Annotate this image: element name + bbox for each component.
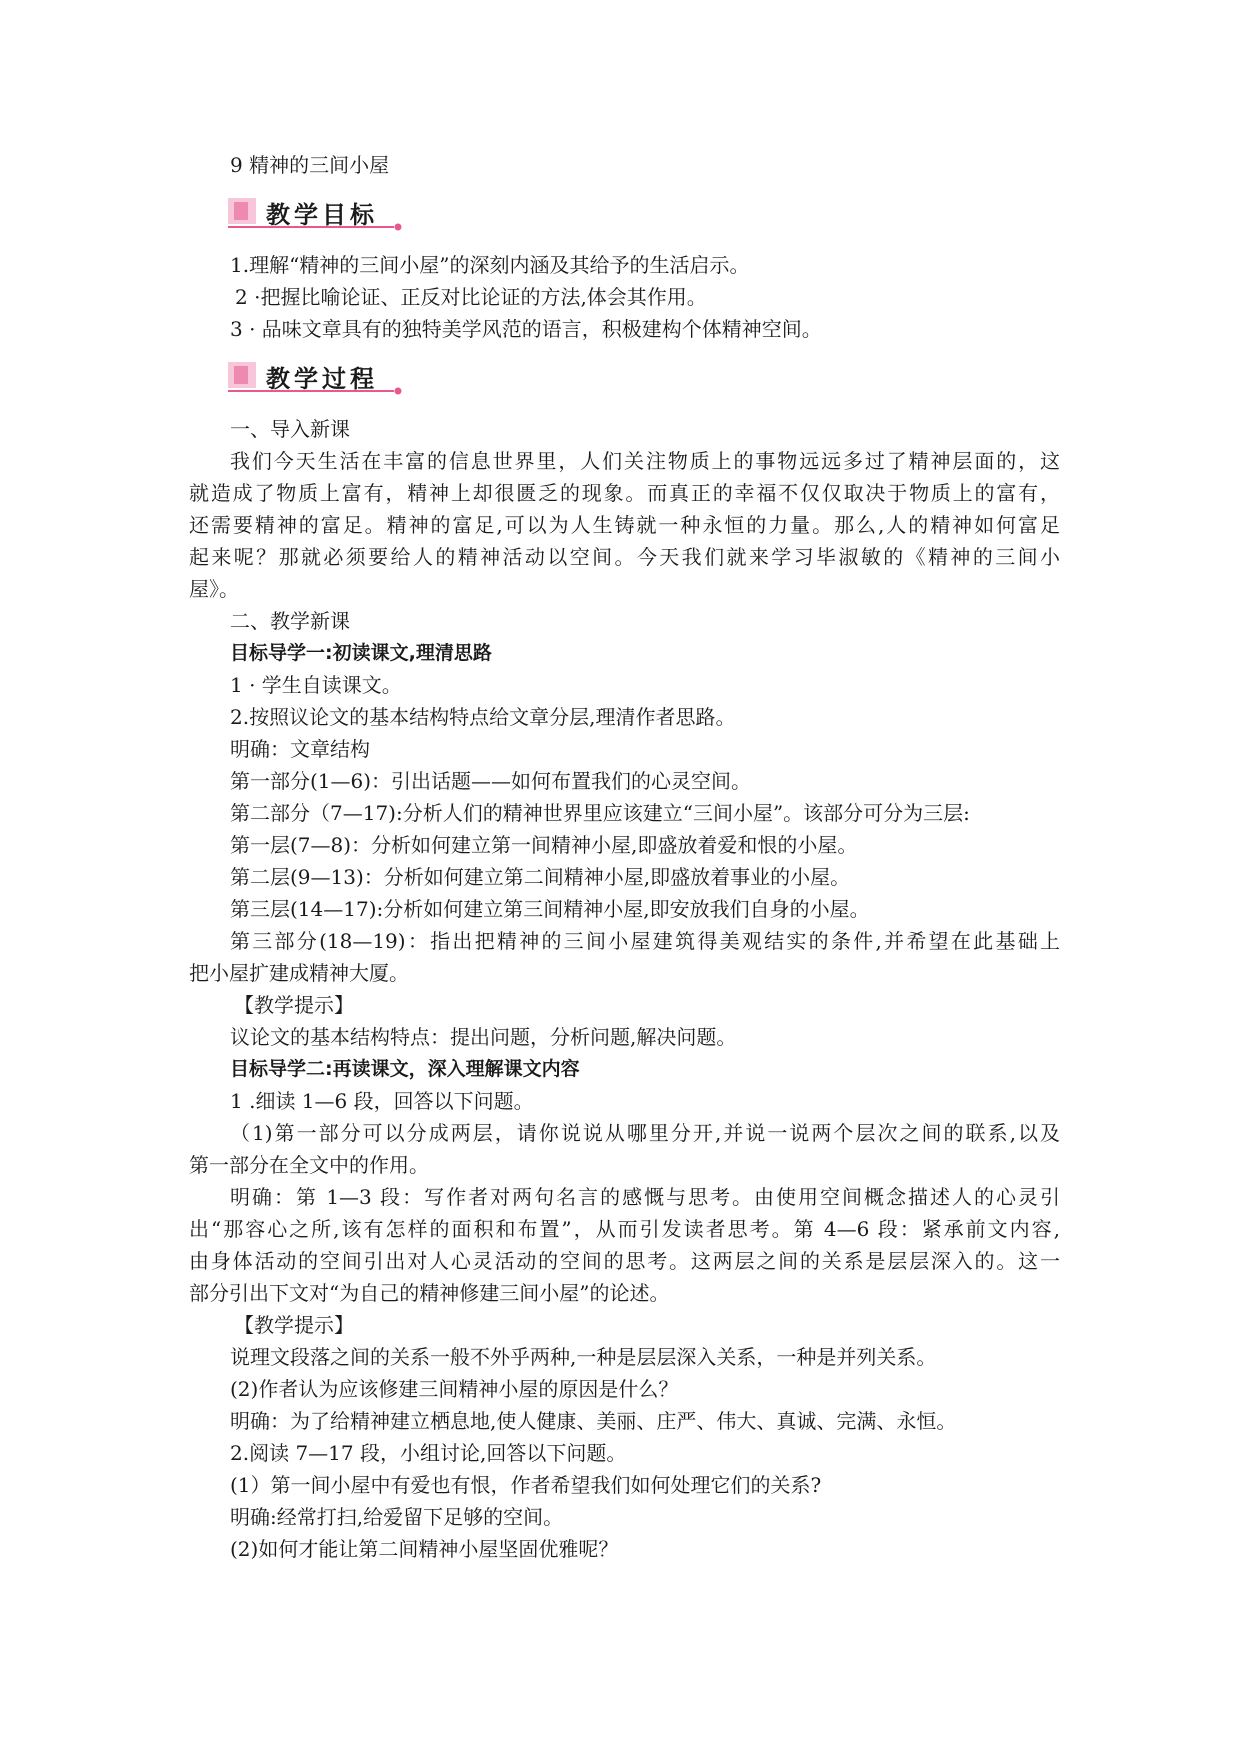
target-heading-1: 目标导学一:初读课文,理清思路 [230, 642, 492, 664]
structure-line: 第二部分（7—17):分析人们的精神世界里应该建立“三间小屋”。该部分可分为三层: [230, 801, 970, 825]
paragraph-line: 还需要精神的富足。精神的富足,可以为人生铸就一种永恒的力量。那么,人的精神如何富足 [189, 513, 1060, 537]
section-heading-label: 教学过程 [266, 364, 378, 393]
goal-item-1: 1.理解“精神的三间小屋”的深刻内涵及其给予的生活启示。 [230, 253, 750, 277]
clarify-line: 明确：文章结构 [230, 737, 370, 761]
answer-line: 明确：第 1—3 段：写作者对两句名言的感慨与思考。由使用空间概念描述人的心灵引 [230, 1185, 1060, 1209]
goal-item-2: 2 ·把握比喻论证、正反对比论证的方法,体会其作用。 [235, 285, 707, 309]
tip-text: 说理文段落之间的关系一般不外乎两种,一种是层层深入关系，一种是并列关系。 [230, 1345, 937, 1369]
paragraph-line: 屋》。 [189, 577, 239, 601]
target-heading-2: 目标导学二:再读课文，深入理解课文内容 [230, 1058, 580, 1080]
structure-line: 第二层(9—13)：分析如何建立第二间精神小屋,即盛放着事业的小屋。 [230, 865, 851, 889]
list-item: 1 .细读 1—6 段，回答以下问题。 [230, 1089, 534, 1113]
part-heading-new-lesson: 二、教学新课 [230, 609, 350, 633]
answer-line: 出“那容心之所,该有怎样的面积和布置”，从而引发读者思考。第 4—6 段：紧承前文内容, [189, 1217, 1060, 1241]
list-item: 1 · 学生自读课文。 [230, 673, 402, 697]
list-item: 2.按照议论文的基本结构特点给文章分层,理清作者思路。 [230, 705, 736, 729]
answer-line: 部分引出下文对“为自己的精神修建三间小屋”的论述。 [189, 1281, 670, 1305]
tip-text: 议论文的基本结构特点：提出问题，分析问题,解决问题。 [230, 1025, 737, 1049]
question-line: (1）第一间小屋中有爱也有恨，作者希望我们如何处理它们的关系? [230, 1473, 822, 1497]
question-line: (2)作者认为应该修建三间精神小屋的原因是什么？ [230, 1377, 679, 1401]
section-heading-process [228, 356, 408, 396]
list-item: 2.阅读 7—17 段，小组讨论,回答以下问题。 [230, 1441, 627, 1465]
part-heading-intro: 一、导入新课 [230, 417, 350, 441]
question-line: (2)如何才能让第二间精神小屋坚固优雅呢？ [230, 1537, 619, 1561]
structure-line: 把小屋扩建成精神大厦。 [189, 961, 409, 985]
lesson-title: 9 精神的三间小屋 [230, 153, 390, 177]
paragraph-line: 我们今天生活在丰富的信息世界里，人们关注物质上的事物远远多过了精神层面的，这 [230, 449, 1060, 473]
structure-line: 第三部分(18—19)：指出把精神的三间小屋建筑得美观结实的条件,并希望在此基础上 [230, 929, 1060, 953]
section-heading-goals [228, 192, 408, 232]
answer-line: 明确：为了给精神建立栖息地,使人健康、美丽、庄严、伟大、真诚、完满、永恒。 [230, 1409, 957, 1433]
structure-line: 第一层(7—8)：分析如何建立第一间精神小屋,即盛放着爱和恨的小屋。 [230, 833, 858, 857]
tip-heading: 【教学提示】 [234, 1313, 354, 1337]
structure-line: 第一部分(1—6)：引出话题——如何布置我们的心灵空间。 [230, 769, 752, 793]
paragraph-line: 就造成了物质上富有，精神上却很匮乏的现象。而真正的幸福不仅仅取决于物质上的富有， [189, 481, 1060, 505]
question-line: （1)第一部分可以分成两层，请你说说从哪里分开,并说一说两个层次之间的联系,以及 [230, 1121, 1060, 1145]
section-heading-label: 教学目标 [266, 200, 378, 229]
paragraph-line: 起来呢？那就必须要给人的精神活动以空间。今天我们就来学习毕淑敏的《精神的三间小 [189, 545, 1060, 569]
tip-heading: 【教学提示】 [234, 993, 354, 1017]
answer-line: 由身体活动的空间引出对人心灵活动的空间的思考。这两层之间的关系是层层深入的。这一 [189, 1249, 1060, 1273]
question-line: 第一部分在全文中的作用。 [189, 1153, 429, 1177]
structure-line: 第三层(14—17):分析如何建立第三间精神小屋,即安放我们自身的小屋。 [230, 897, 870, 921]
goal-item-3: 3 · 品味文章具有的独特美学风范的语言，积极建构个体精神空间。 [230, 317, 822, 341]
answer-line: 明确:经常打扫,给爱留下足够的空间。 [230, 1505, 564, 1529]
